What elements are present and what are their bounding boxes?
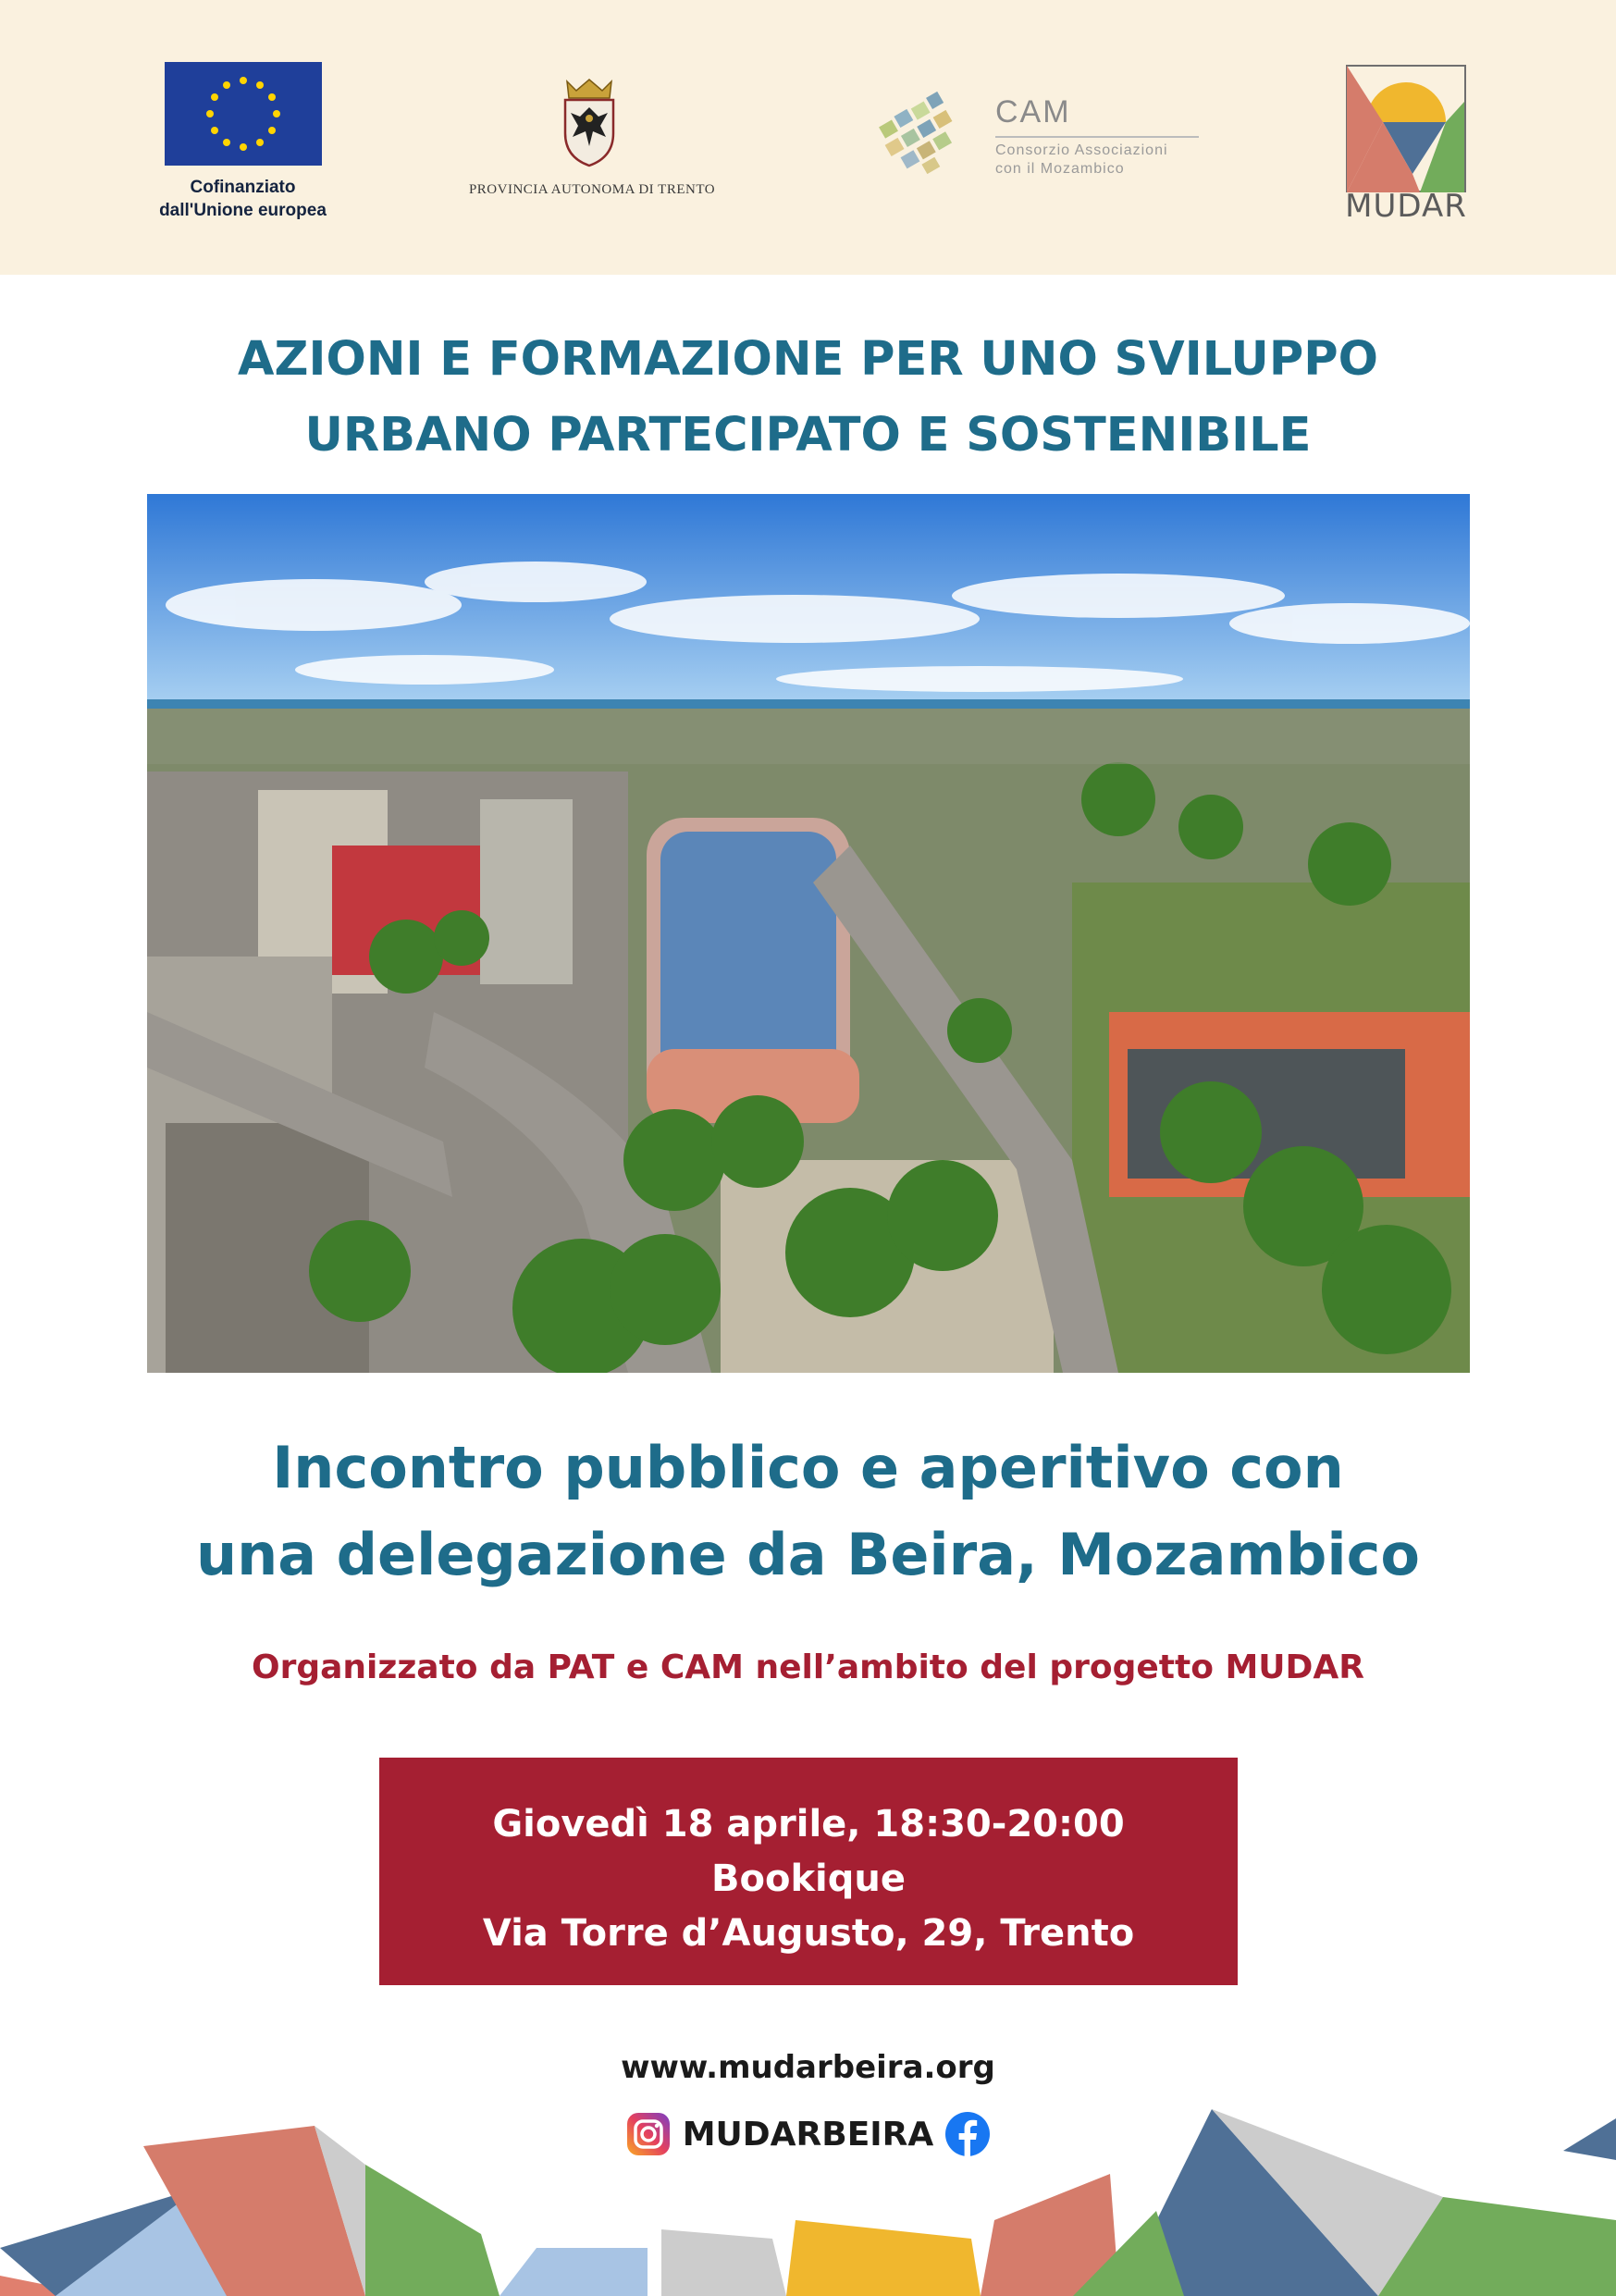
beira-aerial-photo bbox=[147, 494, 1470, 1373]
partner-logos-header bbox=[0, 0, 1616, 275]
event-title bbox=[93, 1425, 1523, 1599]
eu-flag-logo bbox=[165, 62, 322, 166]
instagram-icon[interactable] bbox=[625, 2111, 672, 2157]
event-address: Via Torre d’Augusto, 29, Trento bbox=[482, 1912, 1135, 1955]
pat-caption: PROVINCIA AUTONOMA DI TRENTO bbox=[468, 182, 716, 197]
headline-line-1: AZIONI E FORMAZIONE PER UNO SVILUPPO bbox=[238, 332, 1378, 387]
cam-title: CAM bbox=[995, 94, 1071, 130]
cam-subtitle: Consorzio Associazioni con il Mozambico bbox=[995, 142, 1168, 177]
cam-divider bbox=[995, 136, 1199, 138]
project-headline bbox=[111, 322, 1505, 474]
eu-cofinancing-caption: Cofinanziato dall'Unione europea bbox=[159, 178, 327, 220]
event-title-line-1: Incontro pubblico e aperitivo con bbox=[272, 1434, 1344, 1501]
event-venue: Bookique bbox=[711, 1858, 906, 1900]
event-date-time: Giovedì 18 aprile, 18:30-20:00 bbox=[492, 1803, 1125, 1845]
social-handle[interactable]: MUDARBEIRA bbox=[682, 2115, 934, 2154]
mudar-logo-mark bbox=[1346, 65, 1466, 194]
cam-logo-mark bbox=[873, 89, 977, 185]
social-row bbox=[370, 2111, 1246, 2163]
headline-line-2: URBANO PARTECIPATO E SOSTENIBILE bbox=[304, 408, 1312, 463]
trento-crest-logo bbox=[558, 76, 621, 168]
website-url[interactable]: www.mudarbeira.org bbox=[621, 2049, 995, 2086]
mudar-wordmark: MUDAR bbox=[1345, 188, 1467, 225]
event-info-box bbox=[379, 1758, 1238, 1985]
facebook-icon[interactable] bbox=[944, 2111, 991, 2157]
event-title-line-2: una delegazione da Beira, Mozambico bbox=[195, 1521, 1421, 1588]
organizer-line: Organizzato da PAT e CAM nell’ambito del progetto MUDAR bbox=[252, 1648, 1364, 1686]
